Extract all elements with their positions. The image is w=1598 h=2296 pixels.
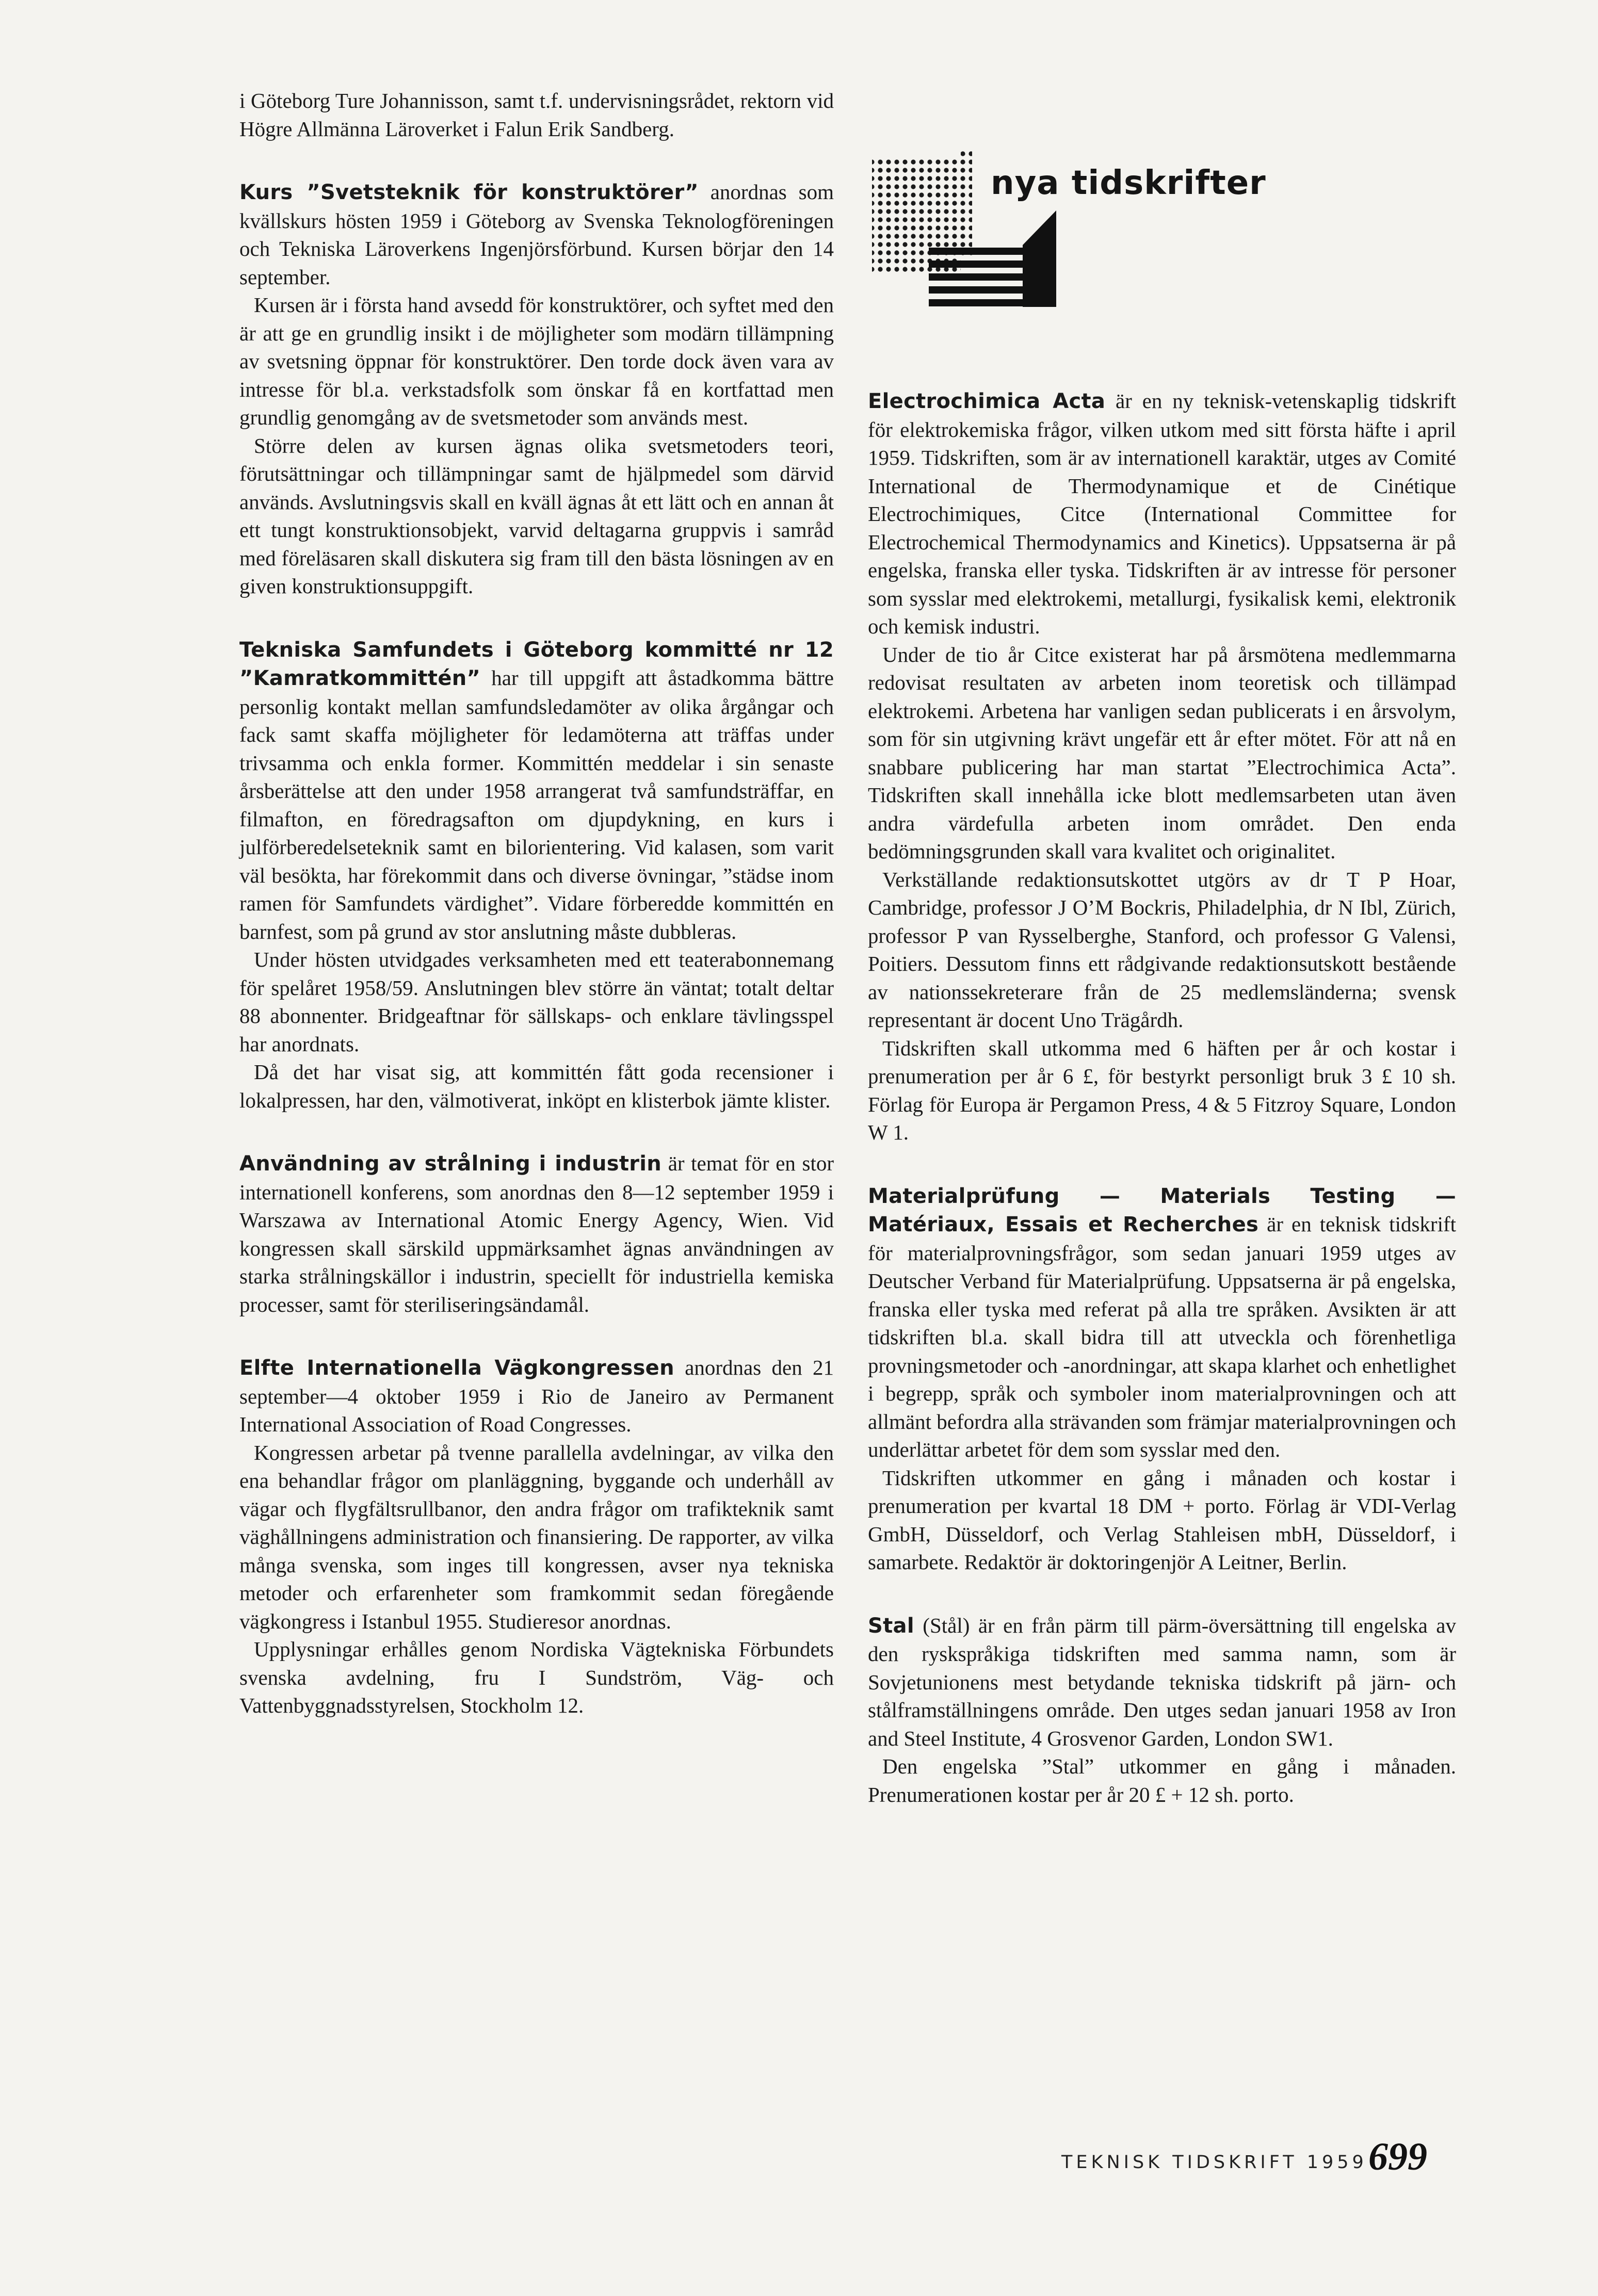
kamrat-lead-paragraph	[239, 636, 834, 946]
kurs-paragraph-2: Kursen är i första hand avsedd för konstruktörer, och syftet med den är att ge en grundlig insikt i de möjligheter som modärn tillämpning av svetsning öppnar för konstruktörer. Den torde dock även vara av intresse för bl.a. verkstadsfolk som önskar få en kortfattad men grundlig genomgång av de svetsmetoder som används mest.	[239, 293, 834, 429]
page-number: 699	[1368, 2135, 1427, 2178]
article-vagkongressen	[239, 1354, 834, 1720]
kurs-lead-paragraph	[239, 178, 834, 291]
stralning-lead-text: är temat för en stor internationell konferens, som anordnas den 8—12 september 1959 i Warszawa av International Atomic Energy Agency, Wien. Vid kongressen skall särskild uppmärksamhet ägnas användningen av starka strålningskällor i industrin, speciellt för industriella kemiska processer, samt för steriliseringsändamål.	[239, 1151, 834, 1316]
kurs-heading: Kurs ”Svetsteknik för konstruktörer”	[239, 181, 699, 204]
kamrat-lead-text: har till uppgift att åstadkomma bättre personlig kontakt mellan samfundsledamöter av olika årgångar och fack samt skaffa möjligheter för ledamöterna att träffas under trivsamma och enkla former. Kommittén meddelar i sin senaste årsberättelse att den under 1958 arrangerat två samfundsträffar, en filmafton, en föredragsafton om djupdykning, en kurs i julförberedelseteknik samt en bilorientering. Vid kalasen, som varit väl besökta, har förekommit dans och diverse övningar, ”städse inom ramen för Samfundets värdighet”. Vidare förberedde kommittén en barnfest, som på grund av stor anslutning måste dubbleras.	[239, 666, 834, 943]
article-kurs-svetsteknik	[239, 178, 834, 600]
stal-lead-paragraph	[868, 1611, 1456, 1753]
vag-lead-paragraph	[239, 1354, 834, 1439]
material-lead-paragraph	[868, 1182, 1456, 1464]
electro-paragraph-2: Under de tio år Citce existerat har på årsmötena medlemmarna redovisat resultaten av arbeten inom teoretisk och tillämpad elektrokemi. Arbetena har vanligen sedan publicerats i en årsvolym, som för sin utgivning krävt ungefär ett år efter mötet. För att nå en snabbare publicering har man startat ”Electrochimica Acta”. Tidskriften skall innehålla icke blott medlemsarbeten utan även andra värdefulla arbeten inom området. Den enda bedömningsgrunden skall vara kvalitet och originalitet.	[868, 642, 1456, 863]
article-intro	[239, 87, 834, 143]
material-paragraph-2: Tidskriften utkommer en gång i månaden och kostar i prenumeration per kvartal 18 DM + porto. Förlag är VDI-Verlag GmbH, Düsseldorf, och Verlag Stahleisen mbH, Düsseldorf, i samarbete. Redaktör är doktoringenjör A Leitner, Berlin.	[868, 1465, 1456, 1574]
material-lead-text: är en teknisk tidskrift för materialprovningsfrågor, som sedan januari 1959 utges av Deutscher Verband für Materialprüfung. Uppsatserna är på engelska, franska eller tyska med referat på alla tre språken. Avsikten är att tidskriften bl.a. skall bidra till att utveckla och förenhetliga provningsmetoder och -anordningar, att skapa klarhet och enhetlighet i begrepp, språk och symboler inom materialprovningen och att allmänt befordra alla strävanden som främjar materialprovningen och underlättar arbetet för dem som sysslar med den.	[868, 1212, 1456, 1461]
article-stal	[868, 1611, 1456, 1809]
material-heading: Materialprüfung — Materials Testing — Matériaux, Essais et Recherches	[868, 1184, 1456, 1236]
electro-paragraph-4: Tidskriften skall utkomma med 6 häften per år och kostar i prenumeration per år 6 £, för bestyrkt personligt bruk 3 £ 10 sh. Förlag för Europa är Pergamon Press, 4 & 5 Fitzroy Square, London W 1.	[868, 1036, 1456, 1144]
article-stralning	[239, 1149, 834, 1318]
electro-lead-paragraph	[868, 387, 1456, 641]
intro-paragraph: i Göteborg Ture Johannisson, samt t.f. undervisningsrådet, rektorn vid Högre Allmänna Läroverket i Falun Erik Sandberg.	[239, 89, 834, 141]
kurs-lead-text: anordnas som kvällskurs hösten 1959 i Göteborg av Svenska Teknologföreningen och Tekniska Läroverkens Ingenjörsförbund. Kursen börjar den 14 september.	[239, 180, 834, 289]
article-materialprufung	[868, 1182, 1456, 1576]
left-column	[239, 87, 834, 1732]
kamrat-heading: Tekniska Samfundets i Göteborg kommitté nr 12 ”Kamratkommittén”	[239, 638, 834, 690]
article-kamratkommitten	[239, 636, 834, 1115]
right-column	[868, 387, 1456, 1821]
electro-heading: Electrochimica Acta	[868, 389, 1106, 413]
article-electrochimica-acta	[868, 387, 1456, 1147]
section-title: nya tidskrifter	[991, 164, 1266, 202]
vag-heading: Elfte Internationella Vägkongressen	[239, 1356, 674, 1380]
stal-lead-text: (Stål) är en från pärm till pärm-översättning till engelska av den ryskspråkiga tidskriften med samma namn, som är Sovjetunionens mest betydande tekniska tidskrift på järn- och stålframställningens område. Den utges sedan januari 1958 av Iron and Steel Institute, 4 Grosvenor Garden, London SW1.	[868, 1613, 1457, 1750]
journal-footer: TEKNISK TIDSKRIFT 1959	[1061, 2152, 1367, 2173]
stralning-lead-paragraph	[239, 1149, 834, 1318]
kamrat-paragraph-3: Då det har visat sig, att kommittén fått goda recensioner i lokalpressen, har den, välmotiverat, inköpt en klisterbok jämte klister.	[239, 1060, 834, 1112]
vag-paragraph-2: Kongressen arbetar på tvenne parallella avdelningar, av vilka den ena behandlar frågor om planläggning, byggande och underhåll av vägar och flygfältsrullbanor, den andra frågor om trafikteknik samt väghållningens administration och finansiering. De rapporter, av vilka många svenska, som inges till kongressen, avser nya tekniska metoder och erfarenheter som framkommit sedan föregående vägkongress i Istanbul 1955. Studieresor anordnas.	[239, 1440, 834, 1633]
electro-lead-text: är en ny teknisk-vetenskaplig tidskrift för elektrokemiska frågor, vilken utkom med sitt första häfte i april 1959. Tidskriften, som är av internationell karaktär, utges av Comité International de Thermodynamique et de Cinétique Electrochimiques, Citce (International Committee for Electrochemical Thermodynamics and Kinetics). Uppsatserna är på engelska, franska eller tyska. Tidskriften är av intresse för personer som sysslar med elektrokemi, metallurgi, fysikalisk kemi, elektronik och kemisk industri.	[868, 389, 1457, 638]
vag-lead-text: anordnas den 21 september—4 oktober 1959 i Rio de Janeiro av Permanent International Association of Road Congresses.	[239, 1356, 834, 1436]
kamrat-paragraph-2: Under hösten utvidgades verksamheten med ett teaterabonnemang för spelåret 1958/59. Anslutningen blev större än väntat; totalt deltar 88 abonnenter. Bridgeaftnar för sällskaps- och enklare tävlingsspel har anordnats.	[239, 948, 834, 1056]
electro-paragraph-3: Verkställande redaktionsutskottet utgörs av dr T P Hoar, Cambridge, professor J O’M Bockris, Philadelphia, dr N Ibl, Zürich, professor P van Rysselberghe, Stanford, och professor G Valensi, Poitiers. Dessutom finns ett rådgivande redaktionsutskott bestående av nationssekreterare från de 25 medlemsländerna; svensk representant är docent Uno Trägårdh.	[868, 867, 1456, 1032]
stal-paragraph-2: Den engelska ”Stal” utkommer en gång i månaden. Prenumerationen kostar per år 20 £ + 12 sh. porto.	[868, 1754, 1456, 1806]
stralning-heading: Användning av strålning i industrin	[239, 1152, 662, 1176]
vag-paragraph-3: Upplysningar erhålles genom Nordiska Vägtekniska Förbundets svenska avdelning, fru I Sundström, Väg- och Vattenbyggnadsstyrelsen, Stockholm 12.	[239, 1637, 834, 1717]
kurs-paragraph-3: Större delen av kursen ägnas olika svetsmetoders teori, förutsättningar och tillämpningar samt de hjälpmedel som därvid används. Avslutningsvis skall en kväll ägnas åt ett lätt och en annan åt ett tungt konstruktionsobjekt, varvid deltagarna gruppvis i samråd med föreläsaren skall diskutera sig fram till den bästa lösningen av en given konstruktionsuppgift.	[239, 433, 834, 598]
stal-heading: Stal	[868, 1614, 914, 1638]
